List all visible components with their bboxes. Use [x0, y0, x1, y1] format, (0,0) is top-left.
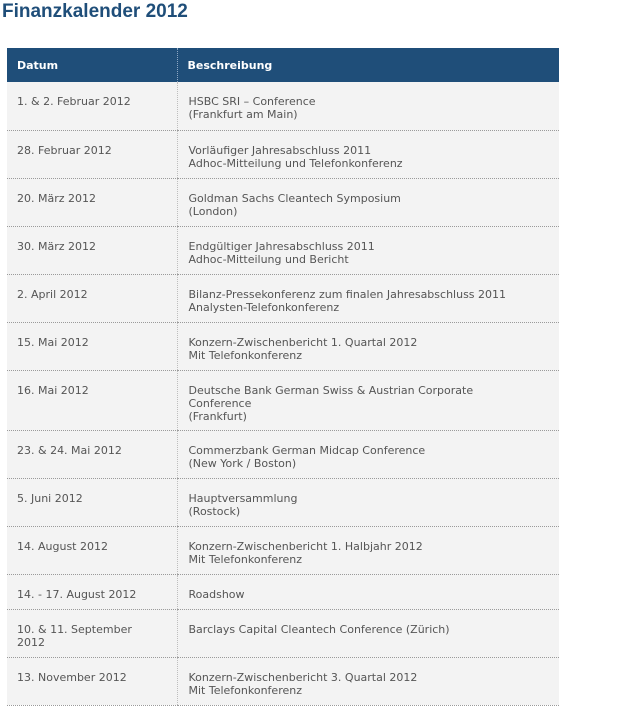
event-description-cell	[177, 130, 559, 178]
table-row	[7, 370, 559, 430]
event-date-line: 14. - 17. August 2012	[17, 587, 137, 601]
column-header-description: Beschreibung	[177, 48, 559, 82]
event-date-line: 13. November 2012	[17, 670, 127, 684]
event-description-cell	[177, 430, 559, 478]
event-date-line: 30. März 2012	[17, 239, 97, 253]
event-date-line: 5. Juni 2012	[17, 491, 83, 505]
event-description-line: Konzern-Zwischenbericht 1. Halbjahr 2012	[188, 539, 423, 553]
event-description-line: Conference	[188, 396, 252, 410]
event-date-cell	[7, 430, 177, 478]
event-date-cell	[7, 526, 177, 574]
event-description-line: Deutsche Bank German Swiss & Austrian Corporate	[188, 383, 474, 397]
event-description-line: Adhoc-Mitteilung und Telefonkonferenz	[188, 156, 403, 170]
event-date-line: 2012	[17, 635, 45, 649]
event-description-line: Goldman Sachs Cleantech Symposium	[188, 191, 401, 205]
event-date-cell	[7, 657, 177, 705]
table-row	[7, 609, 559, 657]
event-description-line: (Frankfurt)	[188, 409, 247, 423]
event-date-cell	[7, 130, 177, 178]
event-description-cell	[177, 478, 559, 526]
event-date-line: 20. März 2012	[17, 191, 97, 205]
event-description-cell	[177, 574, 559, 609]
event-date-line: 28. Februar 2012	[17, 143, 112, 157]
event-date-cell	[7, 574, 177, 609]
event-description-cell	[177, 274, 559, 322]
event-description-line: HSBC SRI – Conference	[188, 95, 316, 108]
event-description-line: Bilanz-Pressekonferenz zum finalen Jahresabschluss 2011	[188, 287, 507, 301]
table-row	[7, 178, 559, 226]
event-description-line: (Frankfurt am Main)	[188, 108, 298, 121]
event-date-cell	[7, 82, 177, 130]
event-date-line: 1. & 2. Februar 2012	[17, 95, 131, 108]
event-date-line: 15. Mai 2012	[17, 335, 89, 349]
event-description-cell	[177, 370, 559, 430]
table-row	[7, 657, 559, 705]
table-row	[7, 574, 559, 609]
column-header-date: Datum	[7, 48, 177, 82]
table-row	[7, 274, 559, 322]
event-description-cell	[177, 322, 559, 370]
event-date-cell	[7, 226, 177, 274]
event-description-line: Mit Telefonkonferenz	[188, 683, 302, 697]
event-description-cell	[177, 226, 559, 274]
event-date-cell	[7, 274, 177, 322]
event-description-cell	[177, 609, 559, 657]
event-description-line: Roadshow	[188, 587, 245, 601]
event-description-line: Adhoc-Mitteilung und Bericht	[188, 252, 349, 266]
event-description-line: (London)	[188, 204, 238, 218]
event-date-cell	[7, 478, 177, 526]
event-date-cell	[7, 609, 177, 657]
event-description-cell	[177, 657, 559, 705]
event-date-cell	[7, 322, 177, 370]
event-description-line: Vorläufiger Jahresabschluss 2011	[188, 143, 372, 157]
event-description-cell	[177, 178, 559, 226]
table-row	[7, 130, 559, 178]
event-date-line: 23. & 24. Mai 2012	[17, 443, 122, 457]
table-header-row	[7, 48, 559, 82]
event-description-line: Barclays Capital Cleantech Conference (Zürich)	[188, 622, 450, 636]
table-row	[7, 430, 559, 478]
event-description-line: (New York / Boston)	[188, 456, 297, 470]
event-date-cell	[7, 370, 177, 430]
event-description-line: Endgültiger Jahresabschluss 2011	[188, 239, 375, 253]
table-row	[7, 82, 559, 130]
page-title: Finanzkalender 2012	[2, 1, 188, 22]
event-date-line: 16. Mai 2012	[17, 383, 89, 397]
event-description-line: (Rostock)	[188, 504, 241, 518]
table-row	[7, 526, 559, 574]
event-description-line: Mit Telefonkonferenz	[188, 552, 302, 566]
event-description-line: Hauptversammlung	[188, 491, 298, 505]
event-description-cell	[177, 526, 559, 574]
event-date-cell	[7, 178, 177, 226]
table-row	[7, 322, 559, 370]
event-date-line: 10. & 11. September	[17, 622, 132, 636]
table-row	[7, 478, 559, 526]
event-description-line: Mit Telefonkonferenz	[188, 348, 302, 362]
financial-calendar-table	[7, 48, 559, 706]
event-date-line: 14. August 2012	[17, 539, 108, 553]
event-description-line: Konzern-Zwischenbericht 1. Quartal 2012	[188, 335, 418, 349]
event-description-cell	[177, 82, 559, 130]
table-row	[7, 226, 559, 274]
event-description-line: Commerzbank German Midcap Conference	[188, 443, 426, 457]
event-description-line: Konzern-Zwischenbericht 3. Quartal 2012	[188, 670, 418, 684]
table-body	[7, 82, 559, 705]
event-description-line: Analysten-Telefonkonferenz	[188, 300, 340, 314]
event-date-line: 2. April 2012	[17, 287, 88, 301]
